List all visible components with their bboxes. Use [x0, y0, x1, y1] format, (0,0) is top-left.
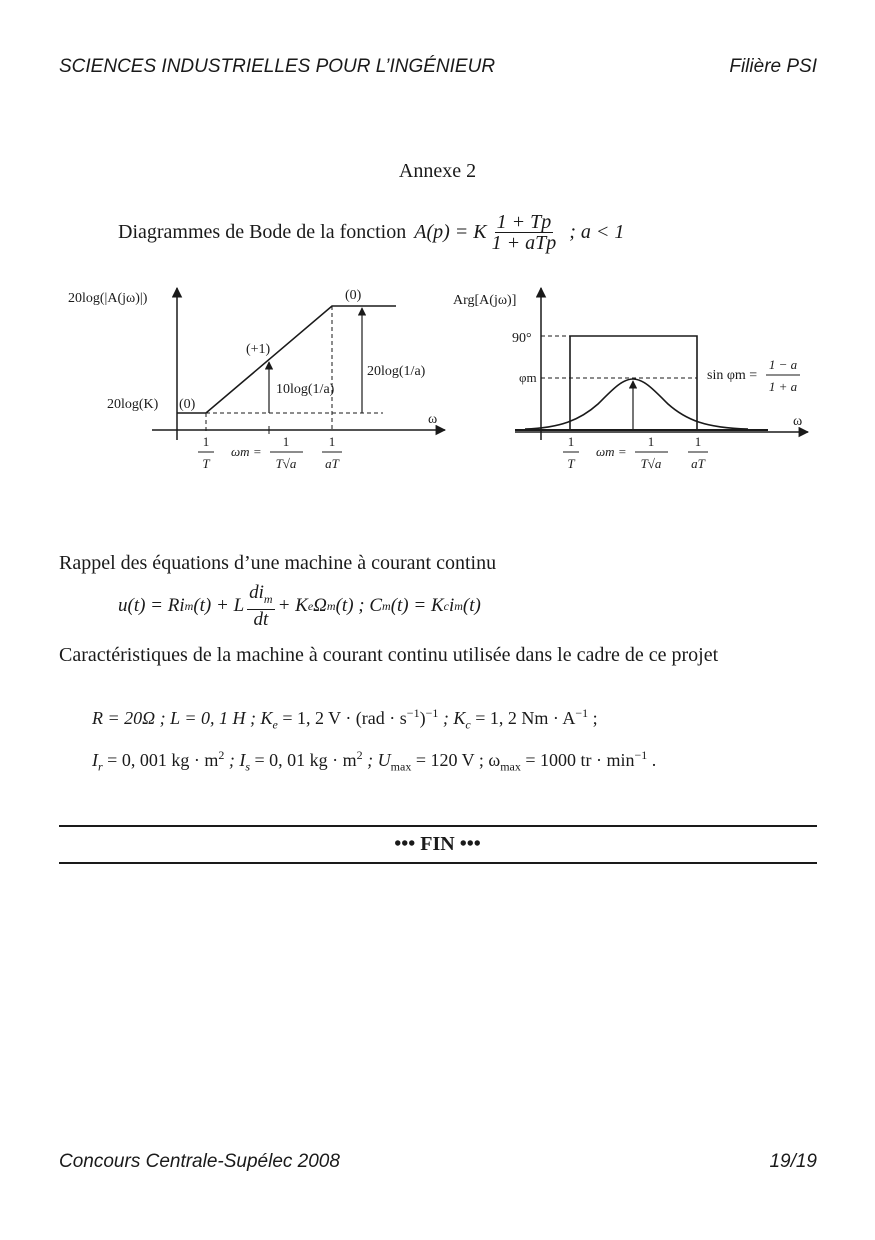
eq-part8: (t): [462, 595, 481, 617]
eq-part5: (t) ; C: [335, 595, 383, 617]
phase-plot: [453, 288, 808, 471]
phase-sin-label: sin φm =: [707, 368, 758, 383]
car-Ke-sub: e: [272, 717, 278, 732]
phase-x-label: ω: [793, 414, 803, 429]
phase-sin-num: 1 − a: [768, 357, 798, 372]
car-Ke-close: ): [419, 708, 426, 728]
car-Is-sup: 2: [356, 748, 363, 762]
car-Ir-sub: r: [98, 759, 103, 774]
footer-left: Concours Centrale-Supélec 2008: [59, 1151, 340, 1172]
car-w-sup: −1: [634, 748, 648, 762]
gain-plot: [68, 288, 445, 471]
bode-lhs: A(p) = K: [414, 221, 487, 243]
car-Is-sub: s: [245, 759, 250, 774]
caracteristiques-line-2: [92, 748, 656, 775]
car-line2-end: .: [647, 750, 657, 770]
bode-num: 1 + Tp: [496, 211, 552, 233]
eq-sub-m2: m: [326, 598, 336, 613]
gain-tick-aT-num: 1: [328, 434, 336, 449]
car-Ir: = 0, 001 kg · m: [102, 750, 219, 770]
gain-slope-end: (0): [345, 288, 362, 303]
gain-tick-T-den: T: [202, 456, 210, 471]
phase-tick-T-den: T: [567, 456, 575, 471]
rappel-title: Rappel des équations d’une machine à courant continu: [59, 552, 497, 574]
gain-mid-value: 10log(1/a): [276, 382, 335, 397]
gain-tick-wm-num: 1: [282, 434, 290, 449]
phase-tick-T-num: 1: [567, 434, 575, 449]
phase-tick-wm-prefix: ωm =: [596, 444, 627, 459]
eq-frac-num-sub: m: [263, 591, 273, 606]
eq-sub-m4: m: [454, 598, 463, 613]
gain-ylabel: 20log(|A(jω)|): [68, 291, 148, 306]
car-Kc: = 1, 2 Nm · A: [470, 708, 576, 728]
eq-part4: Ω: [313, 595, 327, 617]
car-Ir-pre: I: [92, 750, 98, 770]
eq-sub-e: e: [307, 598, 314, 613]
rule-top: [59, 825, 817, 827]
phase-ylabel: Arg[A(jω)]: [453, 293, 517, 308]
car-Kc-sub: c: [465, 717, 471, 732]
eq-frac-den: dt: [253, 608, 269, 630]
annex-title: Annexe 2: [398, 160, 477, 182]
gain-tick-T-num: 1: [202, 434, 210, 449]
bode-den: 1 + aTp: [491, 232, 557, 254]
rule-bottom: [59, 862, 817, 864]
rappel-equation: [118, 583, 481, 630]
eq-sub-m1: m: [184, 598, 194, 613]
car-Is-pre: ; I: [224, 750, 246, 770]
car-U-sub: max: [390, 759, 412, 774]
car-Ir-sup: 2: [218, 748, 225, 762]
car-Kc-pre: ; K: [438, 708, 466, 728]
eq-part1: u(t) = Ri: [118, 595, 185, 617]
eq-sub-c: c: [443, 598, 449, 613]
phase-curve: [525, 379, 748, 429]
phase-90-label: 90°: [512, 331, 532, 346]
bode-diagrams: [0, 0, 875, 520]
phase-sin-den: 1 + a: [768, 379, 798, 394]
gain-slope-start: (0): [179, 397, 196, 412]
phase-tick-aT-den: aT: [691, 456, 705, 471]
gain-tick-wm-prefix: ωm =: [231, 444, 262, 459]
eq-sub-m3: m: [382, 598, 391, 613]
eq-part3: + K: [277, 595, 308, 617]
car-Kc-sup: −1: [575, 706, 589, 720]
caracteristiques-line-1: [92, 706, 598, 733]
car-U: = 120 V ; ω: [411, 750, 501, 770]
eq-frac: [247, 583, 274, 630]
gain-total-value: 20log(1/a): [367, 364, 426, 379]
eq-part6: (t) = K: [390, 595, 444, 617]
gain-tick-wm-den: T√a: [275, 456, 297, 471]
eq-part2: (t) + L: [193, 595, 245, 617]
car-w-sub: max: [500, 759, 521, 774]
phase-tick-aT-num: 1: [694, 434, 702, 449]
phase-phim-label: φm: [519, 370, 537, 385]
gain-slope-mid: (+1): [246, 342, 271, 357]
caracteristiques-title: Caractéristiques de la machine à courant continu utilisée dans le cadre de ce projet: [59, 644, 719, 666]
car-Is: = 0, 01 kg · m: [250, 750, 357, 770]
car-Ke-sup1: −1: [406, 706, 420, 720]
car-Ke: = 1, 2 V · (rad · s: [277, 708, 407, 728]
car-line1-end: ;: [588, 708, 598, 728]
eq-frac-num: di: [249, 582, 264, 603]
phase-tick-wm-num: 1: [647, 434, 655, 449]
bode-cond: ; a < 1: [569, 221, 625, 243]
footer-right: 19/19: [769, 1151, 817, 1172]
car-R: R = 20Ω ; L = 0, 1 H ; K: [92, 708, 273, 728]
phase-tick-wm-den: T√a: [640, 456, 662, 471]
car-U-pre: ; U: [362, 750, 391, 770]
gain-tick-aT-den: aT: [325, 456, 339, 471]
header-left: SCIENCES INDUSTRIELLES POUR L’INGÉNIEUR: [59, 56, 496, 77]
car-Ke-sup2: −1: [425, 706, 439, 720]
eq-part7: i: [448, 595, 455, 617]
car-w: = 1000 tr · min: [520, 750, 635, 770]
bode-intro: Diagrammes de Bode de la fonction: [118, 221, 407, 243]
gain-start-label: 20log(K): [107, 397, 159, 412]
header-right: Filière PSI: [729, 56, 817, 77]
fin-label: ••• FIN •••: [394, 833, 481, 855]
gain-x-label: ω: [428, 412, 438, 427]
